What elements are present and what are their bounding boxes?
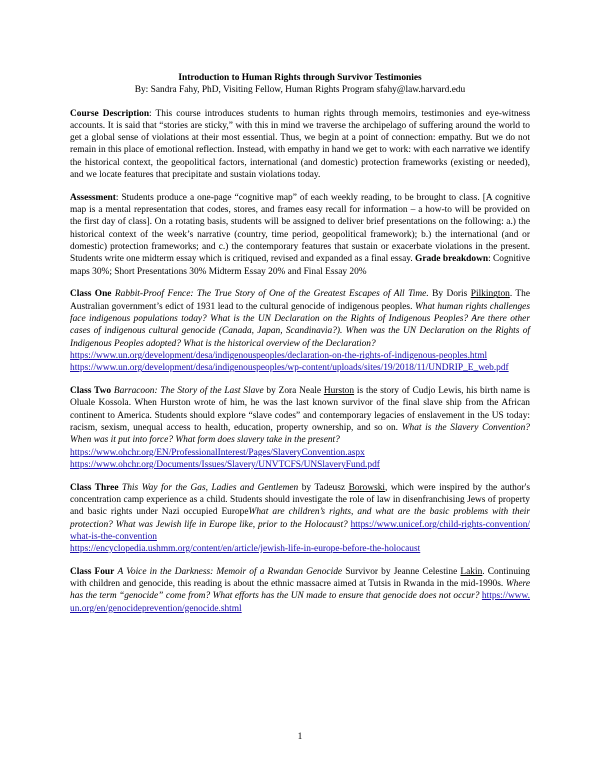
- page-number: 1: [297, 732, 303, 742]
- class-one-book-title: Rabbit-Proof Fence: The True Story of One of the Greatest Escapes of All Time.: [114, 289, 429, 300]
- class-four-author: Lakin: [460, 566, 483, 577]
- class-three-link-unicef[interactable]: https://www.unicef.org/child-rights-convention/what-is-the-convention: [70, 519, 530, 542]
- grade-breakdown-text: : Cognitive maps 30%; Short Presentations 30% Midterm Essay 20% and Final Essay 20%: [70, 254, 530, 277]
- class-one-link-declaration[interactable]: https://www.un.org/development/desa/indigenouspeoples/declaration-on-the-rights-of-indigenous-peoples.html: [70, 350, 488, 361]
- class-three-label: Class Three: [70, 482, 119, 493]
- class-three-by: by Tadeusz: [298, 482, 349, 493]
- class-three-author: Borowski: [348, 482, 386, 493]
- class-four-book-title: A Voice in the Darkness: Memoir of a Rwandan Genocide: [117, 566, 343, 577]
- class-four-questions: Where has the term “genocide” come from? What efforts has the UN made to ensure that genocide does not occur?: [70, 579, 530, 602]
- page-title: Introduction to Human Rights through Survivor Testimonies: [178, 73, 422, 83]
- class-two-section: [70, 385, 530, 471]
- class-three-section: [70, 482, 530, 556]
- class-four-link-genocide-prevention[interactable]: https://www.un.org/en/genocideprevention/genocide.shtml: [70, 591, 531, 614]
- class-one-text: . The Australian government’s edict of 1931 lead to the cultural genocide of indigenous peoples.: [70, 289, 531, 312]
- class-one-author: Pilkington: [470, 289, 510, 300]
- class-one-questions: What human rights challenges face indigenous populations today? What is the UN Declaration on the Rights of Indigenous Peoples? Are there other cases of indigenous cultural genocide (Canada, Japan, Scandinavia?). When was the UN Declaration on the Rights of Indigenous Peoples adopted? What is the historical overview of the Declaration?: [70, 301, 530, 349]
- class-two-book-title: Barracoon: The Story of the Last Slave: [113, 386, 264, 397]
- class-two-link-slavery-convention[interactable]: https://www.ohchr.org/EN/ProfessionalInterest/Pages/SlaveryConvention.aspx: [70, 447, 365, 458]
- class-one-link-undrip-pdf[interactable]: https://www.un.org/development/desa/indigenouspeoples/wp-content/uploads/sites/19/2018/11/UNDRIP_E_web.pdf: [70, 363, 509, 374]
- class-four-text: . Continuing with children and genocide, this reading is about the ethnic massacre aimed at Tutsis in Rwanda in the mid-1990s.: [70, 566, 530, 590]
- class-one-section: [70, 288, 530, 374]
- class-two-link-slavery-fund[interactable]: https://www.ohchr.org/Documents/Issues/Slavery/UNVTCFS/UNSlaveryFund.pdf: [70, 459, 380, 470]
- grade-breakdown-label: Grade breakdown: [415, 254, 489, 265]
- assessment-label: Assessment: [70, 192, 116, 203]
- class-four-label: Class Four: [70, 566, 115, 577]
- class-three-link-ushmm[interactable]: https://encyclopedia.ushmm.org/content/en/article/jewish-life-in-europe-before-the-holocaust: [70, 544, 421, 555]
- class-one-by: By Doris: [428, 289, 471, 300]
- class-four-section: [70, 566, 530, 615]
- class-two-label: Class Two: [70, 386, 112, 397]
- class-three-book-title: This Way for the Gas, Ladies and Gentlemen: [122, 482, 299, 493]
- course-description-section: [70, 108, 530, 182]
- class-four-by: Survivor by Jeanne Celestine: [342, 566, 461, 577]
- class-two-by: by Zora Neale: [263, 386, 324, 397]
- course-description-label: Course Description: [70, 108, 150, 119]
- assessment-text: : Students produce a one-page “cognitive map” of each weekly reading, to be brought to class. [A cognitive map is a mental representation that codes, stores, and frames easy recall for information – a how-to will be provided on the first day of class]. On a rotating basis, students will be assigned to deliver brief presentations on the following: a.) the historical context of the week’s narrative (country, time period, geopolitical framework); b.) the international (and or domestic) protection frameworks; and c.) the contemporary features that sustain or exacerbate violations in the present. Students write one midterm essay which is critiqued, revised and expanded as a final essay.: [70, 192, 530, 265]
- class-two-author: Hurston: [323, 386, 355, 397]
- class-two-questions: What is the Slavery Convention? When was it put into force? What form does slavery take in the present?: [70, 422, 530, 446]
- class-one-label: Class One: [70, 289, 112, 300]
- class-three-questions: What are children’s rights, and what are the basic problems with their protection? What was Jewish life in Europe like, prior to the Holocaust?: [70, 507, 530, 530]
- assessment-section: [70, 192, 530, 278]
- course-description-text: : This course introduces students to human rights through memoirs, testimonies and eye-witness accounts. It is said that “stories are sticky,” with this in mind we traverse the archipelago of suffering around the world to get a global sense of violations at their most essential. Thus, we begin at a point of connection: empathy. But we do not remain in this place of emotional reflection. Instead, with empathy in hand we get to work: with each narrative we identify the historical context, the geopolitical factors, international (and domestic) protection frameworks (existing or needed), and we locate features that precipitate and sustain violations today.: [70, 108, 530, 181]
- class-three-text: , which were inspired by the author's concentration camp experience as a child. Students should investigate the role of law in disenfranchising Jews of property and basic rights under Nazi occupied Europe: [70, 482, 530, 518]
- class-two-text: is the story of Cudjo Lewis, his birth name is Oluale Kossola. When Hurston wrote of him, he was the last known survivor of the final slave ship from the African continent to America. Students should explore “slave codes” and contemporary legacies of enslavement in the US today: racism, sexism, unequal access to health, education, property ownership, and so on.: [70, 386, 530, 433]
- author-byline: By: Sandra Fahy, PhD, Visiting Fellow, Human Rights Program sfahy@law.harvard.edu: [134, 85, 466, 96]
